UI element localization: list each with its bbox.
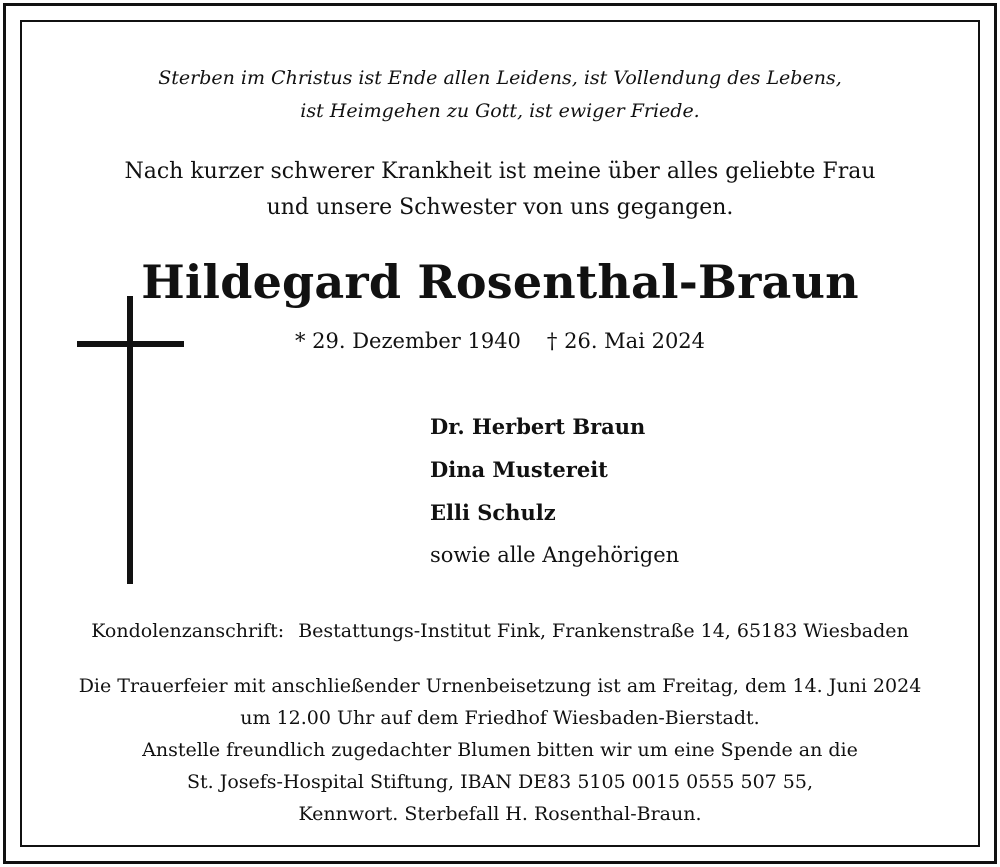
- condolence-label: Kondolenzanschrift:: [91, 620, 285, 642]
- ceremony-line: St. Josefs-Hospital Stiftung, IBAN DE83 5105 0015 0555 507 55,: [186, 771, 814, 793]
- intro-text: [0, 154, 1000, 226]
- condolence-address: [0, 616, 1000, 646]
- intro-line: und unsere Schwester von uns gegangen.: [266, 195, 734, 220]
- birth-date: * 29. Dezember 1940: [294, 329, 521, 353]
- ceremony-line: Kennwort. Sterbefall H. Rosenthal-Braun.: [298, 803, 702, 825]
- ceremony-info: [0, 670, 1000, 830]
- motto-line: ist Heimgehen zu Gott, ist ewiger Friede.: [300, 100, 700, 122]
- ceremony-line: um 12.00 Uhr auf dem Friedhof Wiesbaden-Bierstadt.: [240, 707, 760, 729]
- ceremony-line: Die Trauerfeier mit anschließender Urnenbeisetzung ist am Freitag, dem 14. Juni 2024: [78, 675, 922, 697]
- mourner-relatives: sowie alle Angehörigen: [430, 543, 680, 567]
- cross-icon: [127, 296, 133, 584]
- death-date: † 26. Mai 2024: [546, 329, 706, 353]
- deceased-name: Hildegard Rosenthal-Braun: [141, 255, 859, 309]
- mourner-name: Elli Schulz: [430, 500, 556, 525]
- intro-line: Nach kurzer schwerer Krankheit ist meine über alles geliebte Frau: [124, 159, 876, 184]
- cross-icon-bar: [77, 341, 184, 347]
- mourner-name: Dina Mustereit: [430, 457, 608, 482]
- ceremony-line: Anstelle freundlich zugedachter Blumen bitten wir um eine Spende an die: [142, 739, 858, 761]
- condolence-value: Bestattungs-Institut Fink, Frankenstraße 14, 65183 Wiesbaden: [298, 620, 909, 642]
- motto-line: Sterben im Christus ist Ende allen Leidens, ist Vollendung des Lebens,: [158, 67, 842, 89]
- motto: [0, 62, 1000, 128]
- mourners-list: [430, 405, 679, 577]
- mourner-name: Dr. Herbert Braun: [430, 414, 646, 439]
